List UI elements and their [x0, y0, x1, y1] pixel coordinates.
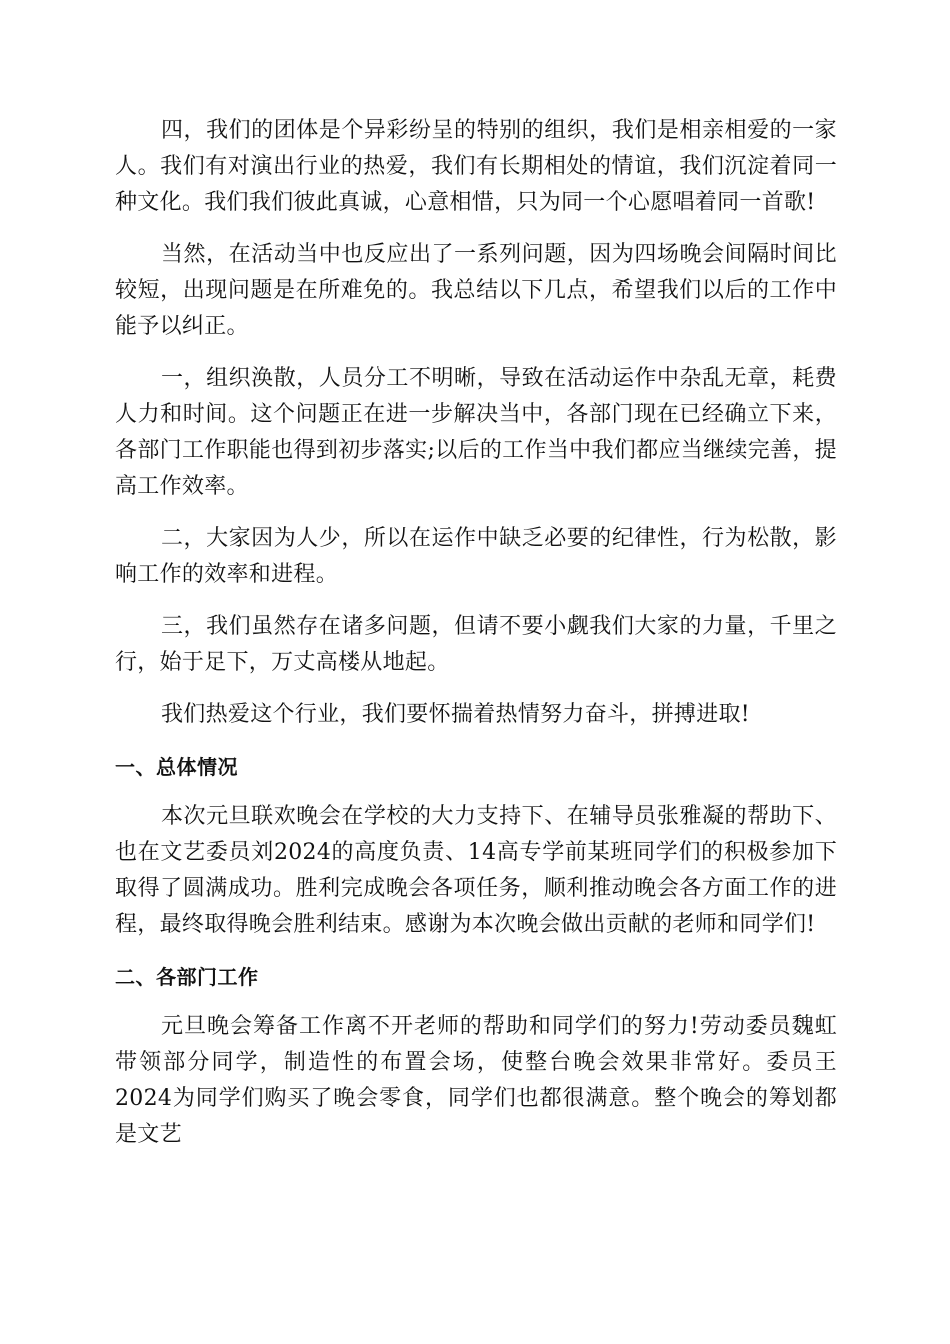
document-page: [115, 113, 837, 1153]
paragraph-problem-two: 二，大家因为人少，所以在运作中缺乏必要的纪律性，行为松散，影响工作的效率和进程。: [115, 526, 837, 587]
paragraph-solidarity: 四，我们的团体是个异彩纷呈的特别的组织，我们是相亲相爱的一家人。我们有对演出行业的热爱，我们有长期相处的情谊，我们沉淀着同一种文化。我们我们彼此真诚，心意相惜，只为同一个心愿唱着同一首歌!: [115, 118, 837, 215]
paragraph-closing: 我们热爱这个行业，我们要怀揣着热情努力奋斗，拼搏进取!: [161, 702, 750, 727]
section-heading-overview: 一、总体情况: [115, 755, 238, 779]
paragraph-problem-one: 一，组织涣散，人员分工不明晰，导致在活动运作中杂乱无章，耗费人力和时间。这个问题正在进一步解决当中，各部门现在已经确立下来，各部门工作职能也得到初步落实;以后的工作当中我们都应当继续完善，提高工作效率。: [115, 366, 837, 499]
paragraph-departments: 元旦晚会筹备工作离不开老师的帮助和同学们的努力!劳动委员魏虹带领部分同学，制造性的布置会场，使整台晚会效果非常好。委员王2024为同学们购买了晚会零食，同学们也都很满意。整个晚会的筹划都是文艺: [115, 1014, 837, 1147]
paragraph-problem-three: 三，我们虽然存在诸多问题，但请不要小觑我们大家的力量，千里之行，始于足下，万丈高楼从地起。: [115, 614, 837, 675]
section-heading-departments: 二、各部门工作: [115, 965, 259, 989]
paragraph-overview: 本次元旦联欢晚会在学校的大力支持下、在辅导员张雅凝的帮助下、也在文艺委员刘2024的高度负责、14高专学前某班同学们的积极参加下取得了圆满成功。胜利完成晚会各项任务，顺利推动晚会各方面工作的进程，最终取得晚会胜利结束。感谢为本次晚会做出贡献的老师和同学们!: [115, 804, 837, 937]
paragraph-problems-intro: 当然，在活动当中也反应出了一系列问题，因为四场晚会间隔时间比较短，出现问题是在所难免的。我总结以下几点，希望我们以后的工作中能予以纠正。: [115, 242, 837, 339]
